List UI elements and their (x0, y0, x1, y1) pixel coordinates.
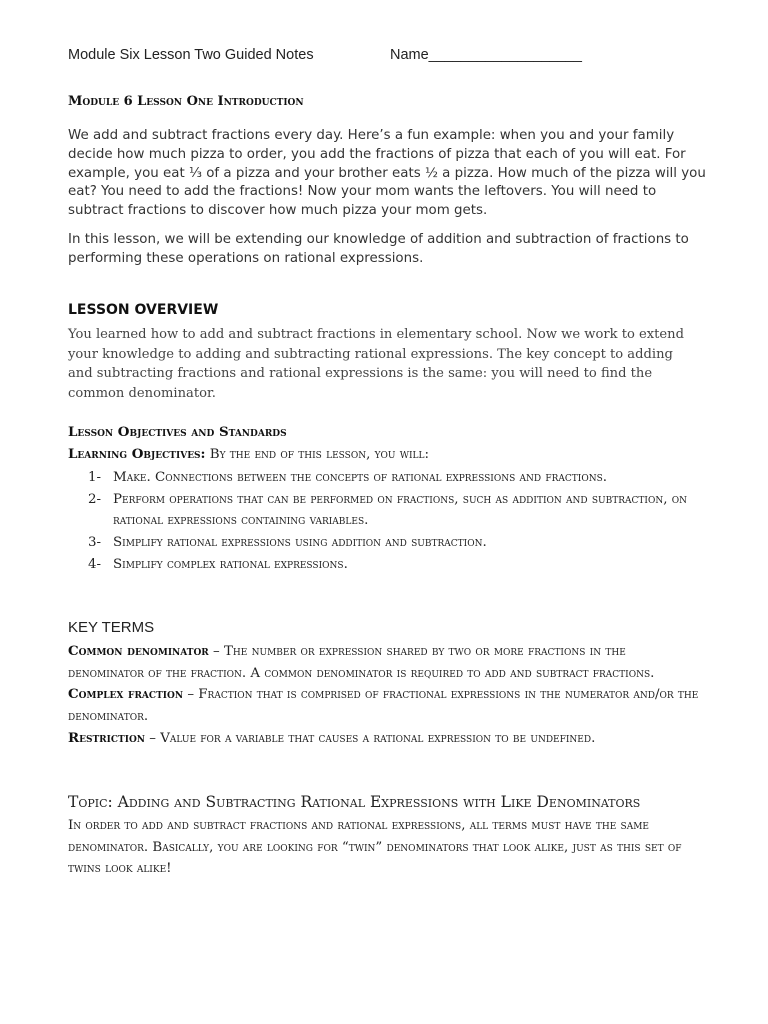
page-header (68, 47, 582, 63)
topic-heading: Topic: Adding and Subtracting Rational Expressions with Like Denominators (68, 793, 641, 811)
key-term-definition: – Fraction that is comprised of fractional expressions in the numerator and/or the denominator. (68, 687, 699, 725)
objectives-heading: Lesson Objectives and Standards (68, 424, 287, 440)
learning-objectives-line (68, 446, 429, 462)
list-item (88, 467, 700, 489)
key-term-definition: – Value for a variable that causes a rational expression to be undefined. (145, 730, 596, 746)
intro-paragraph-1: We add and subtract fractions every day. Here’s a fun example: when you and your family decide how much pizza to order, you add the fractions of pizza that each of you will eat. For example, you eat ⅓ of a pizza and your brother eats ½ a pizza. How much of the pizza will you eat? You need to add the fractions! Now your mom wants the leftovers. You will need to subtract fractions to discover how much pizza your mom gets. (68, 128, 706, 219)
list-item (88, 554, 700, 576)
key-term (68, 641, 704, 684)
list-item (88, 489, 700, 532)
intro-paragraph-2: In this lesson, we will be extending our knowledge of addition and subtraction of fractions to performing these operations on rational expressions. (68, 232, 689, 266)
key-terms-list (68, 641, 704, 750)
learning-objectives-intro: By the end of this lesson, you will: (205, 447, 430, 462)
key-term (68, 684, 704, 727)
topic-paragraph: In order to add and subtract fractions and rational expressions, all terms must have the same denominator. Basically, you are looking for “twin” denominators that look alike, just as this set of twins look alike! (68, 818, 682, 877)
list-item-number: 3- (88, 535, 102, 551)
list-item-text: Simplify complex rational expressions. (113, 556, 348, 572)
list-item-text: Simplify rational expressions using addition and subtraction. (113, 535, 487, 551)
objectives-list (88, 467, 700, 576)
key-term-definition: – The number or expression shared by two or more fractions in the denominator of the fraction. A common denominator is required to add and subtract fractions. (68, 644, 655, 681)
list-item-number: 4- (88, 556, 102, 572)
key-term-name: Complex fraction (68, 686, 184, 703)
key-term-name: Restriction (68, 729, 146, 746)
list-item-number: 2- (88, 491, 102, 507)
key-term (68, 728, 704, 750)
name-field-label: Name___________________ (390, 47, 582, 63)
list-item (88, 532, 700, 554)
learning-objectives-label: Learning Objectives: (68, 446, 206, 462)
intro-heading: Module 6 Lesson One Introduction (68, 94, 304, 109)
list-item-text: Perform operations that can be performed on fractions, such as addition and subtraction, on rational expressions containing variables. (113, 491, 687, 529)
header-title: Module Six Lesson Two Guided Notes (68, 47, 314, 63)
list-item-number: 1- (88, 470, 102, 485)
overview-paragraph: You learned how to add and subtract fractions in elementary school. Now we work to extend your knowledge to adding and subtracting rational expressions. The key concept to adding and subtracting fractions and rational expressions is the same: you will need to find the common denominator. (68, 327, 684, 401)
key-term-name: Common denominator (68, 643, 209, 659)
list-item-text: Make. Connections between the concepts of rational expressions and fractions. (113, 470, 608, 485)
key-terms-heading: KEY TERMS (68, 619, 155, 636)
overview-heading: LESSON OVERVIEW (68, 302, 219, 318)
